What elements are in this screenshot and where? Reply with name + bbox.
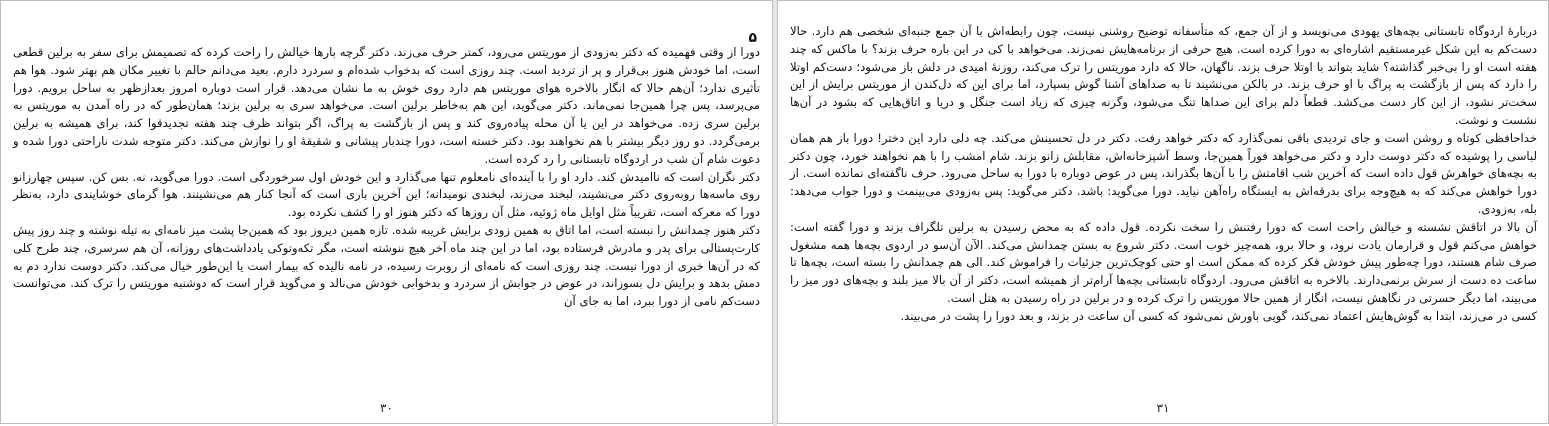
paragraph: دکتر نگران است که ناامیدش کند. دارد او را با آینده‌ای نامعلوم تنها می‌گذارد و این خودش اول سرخوردگی است. دورا می‌گوید، نه. بس کن. سپس چهارزانو روی ماسه‌ها روبه‌روی دکتر می‌نشیند، لبخند می‌زند، لبخندی نومیدانه؛ این آخرین باری است که آنجا کنار هم می‌نشینند. هوا گرمای خوشایندی دارد، به‌نظر دورا که معرکه است، تقریباً مثل اوایل ماه ژوئیه، مثل آن روزها که دکتر هنوز او را کشف نکرده بود. [13,169,760,220]
right-page-body [790,23,1537,326]
paragraph: خداحافظی کوتاه و روشن است و جای تردیدی باقی نمی‌گذارد که دکتر خواهد رفت. دکتر در دل تحسینش می‌کند. چه دلی دارد این دختر! دورا باز هم همان لباسی را پوشیده که دکتر دوست دارد و دکتر می‌خواهد فوراً همین‌جا، وسط آشپزخانه‌اش، مقابلش زانو بزند. شام امشب را با هم نخواهند خورد، چون دکتر به بچه‌های خواهرش قول داده است که آخرین شب اقامتش را با آن‌ها بگذراند، پس در عوض دوباره با دورا به ساحل می‌رود. حرف ناگفته‌ای نمانده است. از دورا خواهش می‌کند که به هیچ‌وجه برای بدرقه‌اش به ایستگاه راه‌آهن نیاید. دورا می‌گوید: باشد. دکتر می‌گوید: پس به‌زودی می‌بینمت و دورا جواب می‌دهد: بله، به‌زودی. [790,130,1537,216]
paragraph: دورا از وقتی فهمیده که دکتر به‌زودی از موریتس می‌رود، کمتر حرف می‌زند. دکتر گرچه بارها خیالش را راحت کرده که تصمیمش برای سفر به برلین قطعی است، اما خودش هنوز بی‌قرار و پر از تردید است. چند روزی است که بدخواب شده‌ام و سردرد دارم. بعید می‌دانم حالم با تغییر مکان هم بهتر شود. هوا هم تأثیری ندارد؛ آن‌هم حالا که انگار بالاخره هوای موریتس هم دارد روی خوش به ما نشان می‌دهد. قرار است دوباره امروز بعدازظهر به ساحل برویم. دورا می‌پرسد، پس چرا همین‌جا نمی‌ماند. دکتر می‌گوید، این هم به‌خاطر برلین است. می‌خواهد سری به برلین بزند؛ همان‌طور که در راه آمدن به موریتس به برلین سری زده. می‌خواهد در این یا آن محله پیاده‌روی کند و پس از بازگشت به پراگ، اگر بتواند ظرف چند هفته تجدیدقوا کند، برای همیشه به برلین برمی‌گردد. دو روز دیگر بیشتر با هم نخواهند بود. دکتر خسته است، دورا چندبار پیشانی و شقیقهٔ او را نوازش می‌کند. دکتر متوجه شدت ناراحتی دورا شده و دعوت شام آن شب در اردوگاه تابستانی را رد کرده است. [13,45,760,166]
paragraph: کسی در می‌زند، ابتدا به گوش‌هایش اعتماد نمی‌کند، گویی باورش نمی‌شود که کسی آن ساعت در بزند، و بعد دورا را پشت در می‌بیند. [900,308,1537,323]
left-page-body [13,44,760,311]
page-number: ۳۰ [380,401,393,415]
paragraph: دکتر هنوز چمدانش را نبسته است، اما اتاق به همین زودی برایش غریبه شده. تازه همین دیروز بود که همین‌جا پشت میز نامه‌ای به تیله نوشته و چند روز پیش کارت‌پستالی برای پدر و مادرش فرستاده بود، اما در این چند ماه آخر هیچ ننوشته است، مگر تکه‌وتوکی یادداشت‌های روزانه، آن هم سرسری، چند طرح کلی که در آن‌ها خبری از دورا نیست. چند روزی است که نامه‌ای از روبرت رسیده، در نامه نالیده که بیمار است یا این‌طور خیال می‌کند. دکتر دوست ندارد دم به دمش بدهد و برایش دل بسوزاند، در عوض در جوابش از سردرد و بدخوابی خودش می‌نالد و می‌گوید قرار است که دوشنبه موریتس را ترک کند. می‌توانست دست‌کم نامی از دورا ببرد، اما به جای آن [13,222,760,309]
chapter-number: ۵ [748,30,757,46]
left-page [0,0,773,424]
paragraph: آن بالا در اتاقش نشسته و خیالش راحت است که دورا رفتنش را سخت نکرده. قول داده که به محض رسیدن به برلین تلگراف بزند و دورا گفته است: خواهش می‌کنم قول و قرارمان یادت نرود، و حالا برو، همه‌چیز خوب است. دکتر شروع به بستن چمدانش می‌کند. الآن آن‌سو در اردوی بچه‌ها همه مشغول صرف شام هستند، دورا چه‌طور پیش خودش فکر کرده که ممکن است او حتی کوچک‌ترین جزئیات را فراموش کند. الی هم چمدانش را بسته است، بچه‌ها تا ساعت ده دست از سرش برنمی‌دارند. بالاخره به اتاقش می‌رود. اردوگاه تابستانی بچه‌ها آرام‌تر از همیشه است، دکتر از آن بالا میز بلند و بچه‌های دور میز را می‌بیند، اما دیگر حسرتی در نگاهش نیست، انگار از همین حالا موریتس را ترک کرده و در برلین در راه رسیدن به هتل است. [790,219,1537,305]
page-number: ۳۱ [1156,401,1170,415]
paragraph: دربارهٔ اردوگاه تابستانی بچه‌های یهودی می‌نویسد و از آن جمع، که متأسفانه توضیح روشنی نیست، چون رابطه‌اش با آن جمع جنبه‌ای شخصی هم دارد. حالا دست‌کم به این شکل غیرمستقیم اشاره‌ای به دورا کرده است. هیچ حرفی از برنامه‌هایش نمی‌زند. می‌خواهد با کی در این باره حرف بزند؟ با ماکس که چند هفته است او را بی‌خبر گذاشته؟ شاید بتواند با اوتلا حرف بزند. ناگهان، حالا که دارد موریتس را ترک می‌کند، روزنهٔ امیدی در دلش باز می‌شود؛ دست‌کم اوتلا را دارد که پس از بازگشت به پراگ با او حرف بزند. در بالکن می‌نشیند تا به صداهای آشنا گوش بسپارد، اما برای این که دل‌کندن از موریتس برایش از این سخت‌تر نشود، از این کار دست می‌کشد. قطعاً دلم برای این صداها تنگ می‌شود، وگرنه چیزی که زیاد است جنگل و دریا و اتاق‌هایی که بشود در آن‌ها نشست و نوشت. [790,24,1537,127]
right-page [777,0,1549,424]
